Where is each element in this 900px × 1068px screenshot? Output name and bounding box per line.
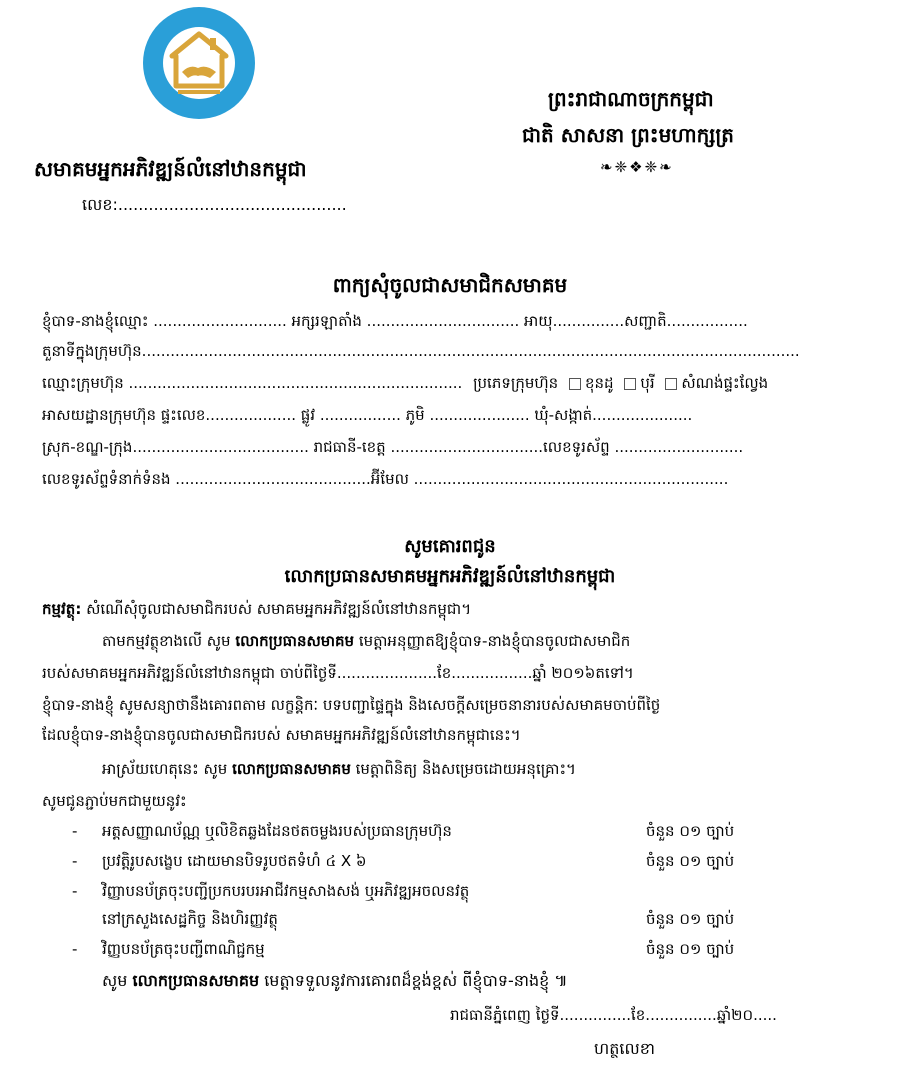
ornament: ❧❈❖❈❧ bbox=[600, 158, 674, 176]
attachment-quantity: ចំនួន ០១ ច្បាប់ bbox=[646, 822, 735, 840]
p1-president: លោកប្រធានសមាគម bbox=[235, 632, 355, 650]
shophouse-checkbox[interactable] bbox=[665, 378, 677, 390]
closing-text-c: មេត្តាទទួលនូវការគោរពដ៏ខ្ពង់ខ្ពស់ ពីខ្ញុំបាទ-នាងខ្ញុំ ៕ bbox=[264, 971, 568, 990]
reference-number: លេខ:............................................. bbox=[82, 195, 347, 214]
attachment-dash: - bbox=[72, 940, 78, 958]
attachment-row bbox=[0, 910, 900, 936]
kingdom-heading: ព្រះរាជាណាចក្រកម្ពុជា bbox=[548, 87, 714, 111]
association-logo bbox=[140, 4, 258, 122]
attachment-row bbox=[0, 822, 900, 848]
p3-text-c: មេត្តាពិនិត្យ និងសម្រេចដោយអនុគ្រោះ។ bbox=[355, 760, 576, 778]
paragraph-2-line-1: ខ្ញុំបាទ-នាងខ្ញុំ សូមសន្យាថានឹងគោរពតាម លក្ខន្តិកៈ បទបញ្ជាផ្ទៃក្នុង និងសេចក្តីសម្រេចនានារបស់សមាគមចាប់ពីថ្ងៃ bbox=[42, 696, 661, 714]
borey-label: បុរី bbox=[640, 374, 655, 392]
p3-president: លោកប្រធានសមាគម bbox=[232, 760, 351, 778]
closing-text-a: សូម bbox=[102, 971, 128, 990]
paragraph-3 bbox=[102, 760, 576, 782]
attachment-item: ប្រវត្តិរូបសង្ខេប ដោយមានបិទរូបថតទំហំ ៤ X ៦ bbox=[102, 852, 367, 870]
attachment-dash: - bbox=[72, 852, 78, 870]
attachment-item: អត្តសញ្ញាណប័ណ្ណ ឬលិខិតឆ្លងដែនថតចម្លងរបស់ប្រធានក្រុមហ៊ុន bbox=[102, 822, 452, 840]
closing-president: លោកប្រធានសមាគម bbox=[132, 971, 260, 990]
shophouse-label: សំណង់ផ្ទះល្វែង bbox=[681, 374, 769, 392]
form-line-address[interactable]: អាសយដ្ឋានក្រុមហ៊ុន ផ្ទះលេខ................... ផ្លូវ ................. ភូមិ ..................... ឃុំ-សង្កាត់..................... bbox=[42, 406, 693, 424]
date-line[interactable]: រាជធានីភ្នំពេញ ថ្ងៃទី...............ខែ...............ឆ្នាំ២០..... bbox=[450, 1006, 777, 1024]
subject-label: កម្មវត្ថុ: bbox=[42, 600, 82, 618]
attachments-intro: សូមជូនភ្ជាប់មកជាមួយនូវះ bbox=[42, 792, 187, 810]
attachment-quantity: ចំនួន ០១ ច្បាប់ bbox=[646, 910, 735, 928]
attachment-quantity: ចំនួន ០១ ច្បាប់ bbox=[646, 852, 735, 870]
motto-heading: ជាតិ សាសនា ព្រះមហាក្សត្រ bbox=[522, 123, 734, 147]
paragraph-1-line-2: របស់សមាគមអ្នកអភិវឌ្ឍន៍លំនៅឋានកម្ពុជា ចាប់ពីថ្ងៃទី.....................ខែ.................ឆ្នាំ ២០១៦តទៅ។ bbox=[42, 664, 634, 682]
attachment-row bbox=[0, 882, 900, 908]
signature-label: ហត្ថលេខា bbox=[594, 1039, 655, 1058]
attachment-item: វិញ្ញាបនប័ត្រចុះបញ្ជីប្រកបរបរអាជីវកម្មសាងសង់ ឬអភិវឌ្ឍអចលនវត្ថុ bbox=[102, 882, 470, 900]
borey-checkbox[interactable] bbox=[624, 378, 636, 390]
company-type-label: ប្រភេទក្រុមហ៊ុន bbox=[473, 374, 559, 392]
subject-text: សំណើសុំចូលជាសមាជិករបស់ សមាគមអ្នកអភិវឌ្ឍន៍លំនៅឋានកម្ពុជា។ bbox=[86, 600, 472, 618]
attachment-item: វិញ្ញបនប័ត្រចុះបញ្ជីពាណិជ្ជកម្ម bbox=[102, 940, 265, 958]
p1-text-a: តាមកម្មវត្ថុខាងលើ សូម bbox=[102, 632, 231, 650]
condo-checkbox[interactable] bbox=[569, 378, 581, 390]
attachment-item: នៅក្រសួងសេដ្ឋកិច្ច និងហិរញ្ញវត្ថុ bbox=[102, 910, 278, 928]
p3-text-a: អាស្រ័យហេតុនេះ សូម bbox=[102, 760, 228, 778]
attachment-quantity: ចំនួន ០១ ច្បាប់ bbox=[646, 940, 735, 958]
attachment-dash: - bbox=[72, 822, 78, 840]
p1-text-c: មេត្តាអនុញ្ញាតឱ្យខ្ញុំបាទ-នាងខ្ញុំបានចូលជាសមាជិក bbox=[358, 632, 631, 650]
company-name-label: ឈ្មោះក្រុមហ៊ុន ...................................................................... bbox=[42, 374, 463, 392]
condo-label: ខុនដូ bbox=[584, 374, 614, 392]
closing-line bbox=[102, 970, 568, 994]
paragraph-2-line-2: ដែលខ្ញុំបាទ-នាងខ្ញុំបានចូលជាសមាជិករបស់ សមាគមអ្នកអភិវឌ្ឍន៍លំនៅឋានកម្ពុជានេះ។ bbox=[42, 726, 521, 744]
paragraph-1-line-1 bbox=[102, 632, 630, 654]
attachment-dash: - bbox=[72, 882, 78, 900]
form-title: ពាក្យសុំចូលជាសមាជិកសមាគម bbox=[332, 273, 568, 297]
form-line-name[interactable]: ខ្ញុំបាទ-នាងខ្ញុំឈ្មោះ ............................ អក្សរឡាតាំង ................................ អាយុ...............សញ្ជាតិ................. bbox=[42, 312, 748, 330]
attachment-row bbox=[0, 940, 900, 966]
subject-line bbox=[42, 600, 471, 622]
form-line-contact[interactable]: លេខទូរស័ព្ទទំនាក់ទំនង .........................................អ៊ីមែល .................................................................. bbox=[42, 470, 729, 488]
form-line-position[interactable]: តួនាទីក្នុងក្រុមហ៊ុន.......................................................................................................................................... bbox=[42, 342, 800, 360]
form-line-district[interactable]: ស្រុក-ខណ្ឌ-ក្រុង..................................... រាជធានី-ខេត្ត ................................លេខទូរស័ព្ទ ........................... bbox=[42, 438, 744, 456]
attachment-row bbox=[0, 852, 900, 878]
salutation: សូមគោរពជូន bbox=[404, 536, 496, 557]
form-line-company[interactable] bbox=[42, 374, 768, 396]
organization-name: សមាគមអ្នកអភិវឌ្ឍន៍លំនៅឋានកម្ពុជា bbox=[34, 157, 307, 181]
recipient: លោកប្រធានសមាគមអ្នកអភិវឌ្ឍន៍លំនៅឋានកម្ពុជា bbox=[284, 566, 616, 587]
